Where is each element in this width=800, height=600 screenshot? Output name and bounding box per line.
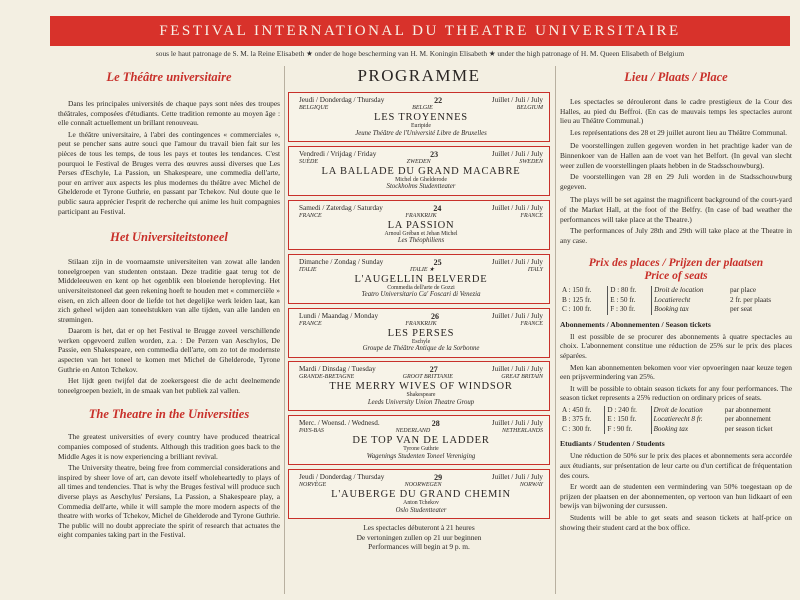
venue-section-title: Lieu / Plaats / Place bbox=[624, 70, 728, 84]
entry-country-fr: PAYS-BAS bbox=[299, 428, 324, 435]
table-cell: D : 240 fr. bbox=[605, 406, 651, 416]
english-section-title: The Theatre in the Universities bbox=[88, 407, 250, 422]
start-time-en: Performances will begin at 9 p. m. bbox=[368, 542, 470, 552]
entry-country-en: BELGIUM bbox=[516, 105, 543, 111]
season-tickets-heading: Abonnements / Abonnementen / Season tickets bbox=[560, 319, 711, 329]
french-paragraph: Dans les principales universités de chaque pays sont nées des troupes théâtrales, composées d'étudiants. Cette tradition remonte au moyen âge : elle connaît actuellement un brillant renouveau. bbox=[58, 99, 280, 128]
entry-date-number: 27 bbox=[429, 365, 438, 375]
entry-play-title: LA PASSION bbox=[387, 219, 455, 231]
programme-entry bbox=[288, 415, 550, 465]
entry-day: Vendredi / Vrijdag / Friday bbox=[299, 149, 377, 158]
table-cell: A : 150 fr. bbox=[562, 286, 592, 295]
entry-country-nl: FRANKRIJK bbox=[405, 212, 437, 219]
entry-day: Mardi / Dinsdag / Tuesday bbox=[299, 365, 376, 374]
prices-subtitle: Price of seats bbox=[644, 270, 708, 283]
entry-company: Jeune Théâtre de l'Université Libre de Bruxelles bbox=[355, 129, 487, 137]
table-cell: Locatierecht 8 fr. bbox=[651, 415, 723, 425]
entry-country-en: NORWAY bbox=[519, 482, 543, 489]
table-cell: Booking tax bbox=[651, 425, 723, 435]
entry-play-title: L'AUGELLIN BELVERDE bbox=[354, 273, 488, 285]
programme-entry bbox=[288, 92, 550, 142]
entry-country-fr: GRANDE-BRETAGNE bbox=[299, 374, 355, 381]
table-cell: F : 30 fr. bbox=[608, 305, 652, 315]
entry-country-nl: ZWEDEN bbox=[406, 158, 431, 165]
entry-company: Leeds University Union Theatre Group bbox=[367, 398, 475, 406]
seat-price-table bbox=[560, 286, 792, 315]
entry-play-title: LA BALLADE DU GRAND MACABRE bbox=[321, 165, 521, 177]
entry-day: Jeudi / Donderdag / Thursday bbox=[299, 473, 385, 482]
entry-author: Tyrone Guthrie bbox=[403, 446, 439, 453]
entry-country-fr: FRANCE bbox=[299, 212, 322, 219]
entry-author: Arnoul Gréban et Jehan Michel bbox=[384, 230, 458, 237]
venue-paragraph: De voorstellingen zullen gegeven worden in het prachtige kader van de Binnenkoer van de Hallen aan de voet van het Belfort. (In geval van slecht weer zullen de voorstellingen plaats hebben in de Stadsschouwburg). bbox=[560, 141, 792, 170]
programme-entry bbox=[288, 469, 550, 519]
programme-entry bbox=[288, 200, 550, 250]
table-cell: Booking tax bbox=[652, 305, 728, 315]
entry-author: Shakespeare bbox=[406, 392, 436, 399]
entry-country-en: NETHERLANDS bbox=[501, 428, 543, 435]
entry-date-number: 24 bbox=[433, 203, 442, 213]
table-cell: E : 50 fr. bbox=[608, 296, 652, 306]
left-column bbox=[58, 66, 280, 542]
venue-paragraph: De voorstellingen van 28 en 29 Juli worden in de Stadsschouwburg gegeven. bbox=[560, 172, 792, 191]
entry-month: Juillet / Juli / July bbox=[491, 149, 543, 158]
entry-date-number: 23 bbox=[430, 149, 439, 159]
french-section-title: Le Théâtre universitaire bbox=[106, 70, 232, 84]
entry-day: Samedi / Zaterdag / Saturday bbox=[299, 203, 383, 212]
entry-author: Michel de Ghelderode bbox=[395, 176, 447, 183]
programme-column bbox=[288, 66, 550, 552]
entry-country-nl: NOORWEGEN bbox=[404, 482, 442, 489]
prices-heading bbox=[560, 257, 792, 283]
table-row bbox=[560, 425, 792, 435]
entry-date-number: 25 bbox=[433, 257, 442, 267]
programme-title: PROGRAMME bbox=[357, 66, 481, 85]
english-paragraph: The greatest universities of every country have produced theatrical companies composed of students. Although this tradition goes back to the Middle Ages it is now experiencing a brilliant revival. bbox=[58, 432, 280, 461]
entry-country-en: ITALY bbox=[527, 266, 543, 273]
dutch-paragraph: Het lijdt geen twijfel dat de zoekersgeest die de acht deelnemende toneelgroepen bezielt, in de smaak van het publiek zal vallen. bbox=[58, 376, 280, 395]
dutch-section-title: Het Universiteitstoneel bbox=[110, 230, 228, 245]
entry-country-nl: NEDERLAND bbox=[395, 428, 431, 435]
entry-country-en: SWEDEN bbox=[519, 158, 543, 165]
festival-banner: FESTIVAL INTERNATIONAL DU THEATRE UNIVERSITAIRE bbox=[50, 16, 790, 46]
entry-country-en: FRANCE bbox=[520, 320, 543, 327]
entry-country-nl: ITALIE ★ bbox=[410, 266, 435, 273]
entry-date-number: 29 bbox=[434, 473, 443, 483]
students-paragraph: Une réduction de 50% sur le prix des places et abonnements sera accordée aux étudiants, sur présentation de leur carte ou d'un certificat de fréquentation des cours. bbox=[560, 451, 792, 480]
entry-country-nl: FRANKRIJK bbox=[405, 320, 437, 327]
table-row bbox=[560, 296, 792, 306]
entry-company: Stockholms Studentteater bbox=[386, 183, 456, 191]
table-cell: C : 300 fr. bbox=[562, 424, 592, 433]
english-paragraph: The University theatre, being free from commercial considerations and inspired by sheer love of art, can devote itself wholeheartedly to plays of all times and tendencies. That is why the Bruges festival will produce such diverse plays as Aeschylus' Persians, La Passion, a Shakespeare play, a Commedia dell'arte, while it will sample the more modern aspects of the theatre with works of Tchekov, Michel de Ghelderode and Tyrone Guthrie. The public will no doubt appreciate the spirit of research that actuates the eight companies taking part in the Festival. bbox=[58, 463, 280, 540]
table-cell: C : 100 fr. bbox=[562, 305, 592, 314]
entry-play-title: DE TOP VAN DE LADDER bbox=[352, 435, 490, 447]
table-cell: B : 375 fr. bbox=[562, 415, 592, 424]
table-cell: par place bbox=[729, 286, 757, 295]
entry-month: Juillet / Juli / July bbox=[491, 257, 543, 266]
table-cell: par abonnement bbox=[724, 405, 771, 414]
entry-company: Wagenings Studenten Toneel Vereniging bbox=[366, 452, 476, 460]
entry-author: Anton Tchekov bbox=[403, 500, 439, 507]
entry-company: Groupe de Théâtre Antique de la Sorbonne bbox=[362, 345, 480, 353]
entry-month: Juillet / Juli / July bbox=[491, 311, 543, 320]
dutch-paragraph: Daarom is het, dat er op het Festival te Brugge zoveel verschillende werken opgevoerd zullen worden, z.a. : De Perzen van Aeschylos, De Passie, een Shakespeare, een commedia dell'arte, om zo tot de modernste aspecten van het toneel te komen met Michel de Ghelderode, Tyrone Guthrie en Anton Tchekov. bbox=[58, 326, 280, 374]
entry-day: Lundi / Maandag / Monday bbox=[299, 311, 379, 320]
entry-play-title: LES TROYENNES bbox=[374, 112, 468, 123]
entry-month: Juillet / Juli / July bbox=[491, 473, 543, 482]
entry-company: Les Théophiliens bbox=[397, 237, 445, 245]
table-cell: per seat bbox=[729, 305, 753, 314]
table-cell: A : 450 fr. bbox=[562, 405, 592, 414]
table-cell: B : 125 fr. bbox=[562, 295, 592, 304]
patronage-line: sous le haut patronage de S. M. la Reine Elisabeth ★ onder de hoge bescherming van H. M. Koningin Elisabeth ★ under the high patronage of H. M. Queen Elisabeth of Belgium bbox=[155, 49, 685, 58]
prices-title: Prix des places / Prijzen der plaatsen bbox=[588, 257, 764, 270]
season-tickets-paragraph: Il est possible de se procurer des abonnements à quatre spectacles au choix. L'abonnement constitue une réduction de 25% sur le prix des places séparées. bbox=[560, 331, 792, 360]
entry-month: Juillet / Juli / July bbox=[491, 365, 543, 374]
entry-month: Juillet / Juli / July bbox=[491, 96, 543, 104]
table-cell: per season ticket bbox=[724, 424, 773, 433]
french-paragraph: Le théâtre universitaire, à l'abri des contingences « commerciales », peut se pencher sans autre souci que l'amour du travail bien fait sur les pièces de tous les temps, de tous les pays et toutes les tendances. C'est pourquoi le Festival de Bruges verra des œuvres aussi diverses que Les Perses d'Eschyle, La Passion, un Shakespeare, une commedia dell'arte, pour en arriver aux aspects les plus modernes du théâtre avec Michel de Ghelderode et Tyrone Guthrie, en passant par Tchekov. Nul doute que le public saura apprécier l'esprit de recherche qui anime les huit compagnies participant au Festival. bbox=[58, 129, 280, 216]
table-cell: D : 80 fr. bbox=[608, 286, 652, 296]
column-divider-left bbox=[284, 66, 285, 594]
venue-paragraph: The plays will be set against the magnificent background of the court-yard of the Market Hall, at the foot of the Belfry. (In case of bad weather the performances will take place at the Theatre.) bbox=[560, 195, 792, 224]
venue-paragraph: The performances of July 28th and 29th will take place at the Theatre in any case. bbox=[560, 226, 792, 245]
entry-country-en: FRANCE bbox=[520, 212, 543, 219]
dutch-paragraph: Stilaan zijn in de voornaamste universiteiten van zowat alle landen toneelgroepen van studenten ontstaan. Deze traditie gaat terug tot de Middeleeuwen en kent op het ogenblik een bloeiende heropleving. Het universiteitstoneel dat geen rekening hoeft te houden met « commerciële » eisen, en zich alleen door de liefde tot het degelijke werk leiden laat, kan zich geheel wijden aan toneelstukken van alle tijden, van alle landen en strømingen. bbox=[58, 257, 280, 324]
entry-play-title: THE MERRY WIVES OF WINDSOR bbox=[329, 381, 513, 393]
students-paragraph: Er wordt aan de studenten een vermindering van 50% toegestaan op de prijzen der plaatsen en der abonnementen, op vertoon van hun lidkaart of een bewijs van bijwoning der cursussen. bbox=[560, 482, 792, 511]
table-cell: per abonnement bbox=[724, 415, 771, 424]
entry-day: Merc. / Woensd. / Wednesd. bbox=[299, 419, 380, 428]
table-cell: Droit de location bbox=[652, 286, 728, 296]
season-ticket-table bbox=[560, 406, 792, 435]
programme-entry bbox=[288, 254, 550, 304]
entry-day: Dimanche / Zondag / Sunday bbox=[299, 257, 384, 266]
programme-entry bbox=[288, 146, 550, 196]
table-row bbox=[560, 415, 792, 425]
column-divider-right bbox=[555, 66, 556, 594]
students-paragraph: Students will be able to get seats and season tickets at half-price on showing their student card at the box office. bbox=[560, 513, 792, 532]
table-cell: F : 90 fr. bbox=[605, 425, 651, 435]
table-row bbox=[560, 286, 792, 296]
entry-month: Juillet / Juli / July bbox=[491, 419, 543, 428]
entry-date-number: 22 bbox=[434, 96, 443, 105]
entry-country-fr: SUÈDE bbox=[299, 158, 318, 165]
venue-paragraph: Les représentations des 28 et 29 juillet auront lieu au Théâtre Communal. bbox=[570, 127, 788, 137]
start-time-fr: Les spectacles débuteront à 21 heures bbox=[363, 523, 475, 533]
right-column bbox=[560, 66, 792, 534]
entry-country-fr: ITALIE bbox=[299, 266, 317, 273]
entry-play-title: LES PERSES bbox=[387, 327, 455, 339]
entry-author: Commedia dell'arte de Gozzi bbox=[387, 284, 455, 291]
season-tickets-paragraph: Men kan abonnementen bekomen voor vier opvoeringen naar keuze tegen een prijsvermindering van 25%. bbox=[560, 362, 792, 382]
entry-country-nl: GROOT BRITTANIE bbox=[402, 374, 453, 381]
table-row bbox=[560, 406, 792, 416]
table-cell: Droit de location bbox=[651, 406, 723, 416]
start-time-nl: De vertoningen zullen op 21 uur beginnen bbox=[356, 532, 482, 542]
start-time-note bbox=[288, 523, 550, 552]
venue-paragraph: Les spectacles se dérouleront dans le cadre prestigieux de la Cour des Halles, au pied du Beffroi. (En cas de mauvais temps les spectacles auront lieu au Théâtre Communal.) bbox=[560, 97, 792, 126]
entry-play-title: L'AUBERGE DU GRAND CHEMIN bbox=[331, 489, 511, 501]
entry-country-en: GREAT BRITAIN bbox=[501, 374, 543, 381]
entry-day: Jeudi / Donderdag / Thursday bbox=[299, 96, 385, 104]
table-cell: E : 150 fr. bbox=[605, 415, 651, 425]
entry-date-number: 28 bbox=[431, 419, 440, 429]
students-heading: Etudiants / Studenten / Students bbox=[560, 439, 665, 449]
entry-company: Teatro Universitario Ca' Foscari di Venezia bbox=[361, 291, 481, 299]
table-cell: 2 fr. per plaats bbox=[729, 295, 772, 304]
entry-author: Euripide bbox=[411, 123, 431, 129]
programme-entry bbox=[288, 361, 550, 411]
entry-author: Eschyle bbox=[411, 338, 431, 345]
season-tickets-paragraph: It will be possible to obtain season tickets for any four performances. The season ticket represents a 25% reduction on ordinary prices of seats. bbox=[560, 383, 792, 403]
entry-country-nl: BELGIE bbox=[412, 105, 433, 111]
entry-country-fr: BELGIQUE bbox=[299, 105, 329, 111]
entry-month: Juillet / Juli / July bbox=[491, 203, 543, 212]
programme-entry bbox=[288, 308, 550, 358]
entry-date-number: 26 bbox=[430, 311, 439, 321]
table-row bbox=[560, 305, 792, 315]
table-cell: Locatierecht bbox=[652, 296, 728, 306]
entry-country-fr: FRANCE bbox=[299, 320, 322, 327]
entry-country-fr: NORVÈGE bbox=[299, 482, 327, 489]
entry-company: Oslo Studentteater bbox=[395, 506, 447, 514]
